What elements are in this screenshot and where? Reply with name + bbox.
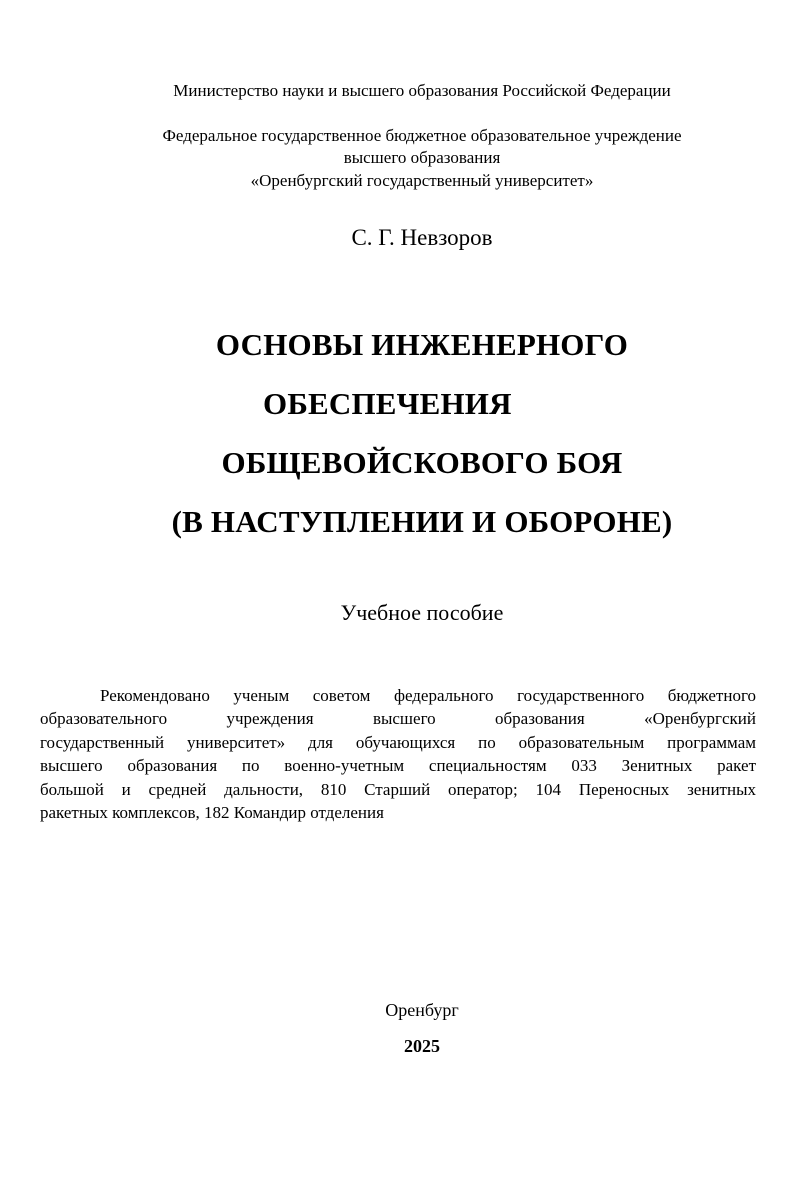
title-line-3: ОБЩЕВОЙСКОВОГО БОЯ: [221, 445, 623, 480]
institution-line-1: Федеральное государственное бюджетное образовательное учреждение: [162, 126, 682, 145]
recommendation-line: ракетных комплексов, 182 Командир отделения: [40, 803, 384, 823]
title-line-2: ОБЕСПЕЧЕНИЯ: [263, 386, 512, 421]
institution-line-2: высшего образования: [343, 148, 501, 167]
recommendation-paragraph: [40, 684, 756, 824]
year: 2025: [404, 1036, 440, 1056]
author-name: С. Г. Невзоров: [351, 225, 493, 250]
recommendation-line: высшего образования по военно-учетным специальностям 033 Зенитных ракет: [40, 756, 756, 776]
recommendation-line: большой и средней дальности, 810 Старший оператор; 104 Переносных зенитных: [40, 779, 756, 799]
city: Оренбург: [385, 1000, 459, 1020]
title-line-4: (В НАСТУПЛЕНИИ И ОБОРОНЕ): [171, 504, 673, 539]
recommendation-line: государственный университет» для обучающихся по образовательным программам: [40, 732, 756, 752]
institution-line-3: «Оренбургский государственный университет»: [250, 171, 594, 190]
recommendation-line: образовательного учреждения высшего образования «Оренбургский: [40, 709, 756, 729]
recommendation-line: Рекомендовано ученым советом федерального государственного бюджетного: [100, 686, 756, 705]
ministry-line: Министерство науки и высшего образования Российской Федерации: [173, 81, 671, 100]
title-line-1: ОСНОВЫ ИНЖЕНЕРНОГО: [215, 327, 629, 362]
document-type: Учебное пособие: [340, 600, 504, 625]
